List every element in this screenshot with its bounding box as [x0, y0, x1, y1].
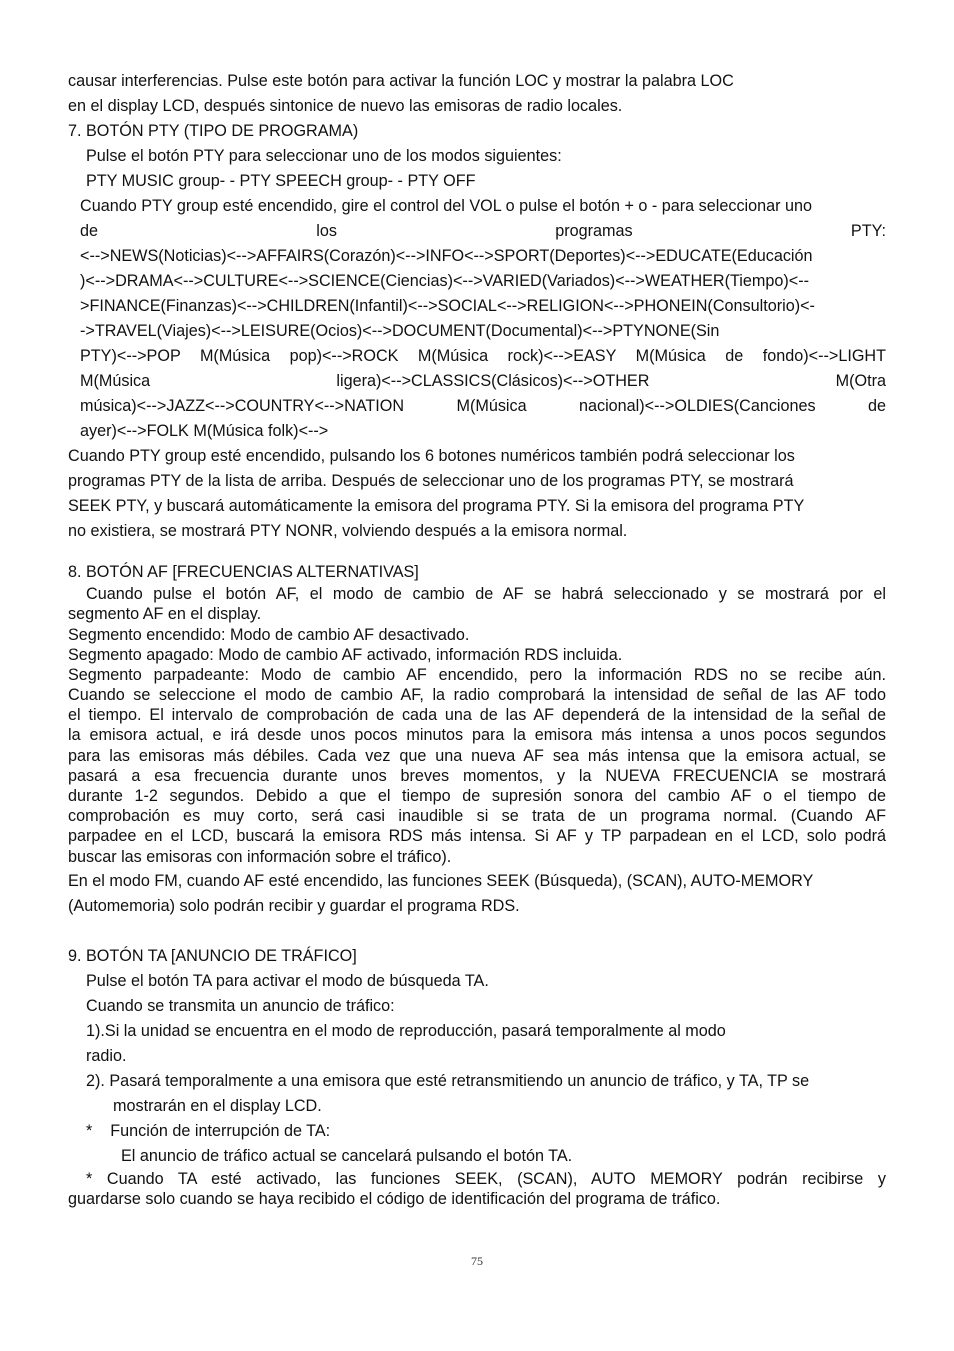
af-line: Segmento apagado: Modo de cambio AF activado, información RDS incluida.	[68, 646, 623, 664]
pty-line: Pulse el botón PTY para seleccionar uno de los modos siguientes:	[86, 147, 562, 165]
af-line: Cuando se seleccione el modo de cambio AF, la radio comprobará la intensidad de señal de las AF todo	[68, 686, 886, 704]
pty-line: ->TRAVEL(Viajes)<-->LEISURE(Ocios)<-->DOCUMENT(Documental)<-->PTYNONE(Sin	[80, 322, 720, 340]
pty-line: de los programas PTY:	[80, 222, 886, 240]
pty-line: ayer)<-->FOLK M(Música folk)<-->	[80, 422, 329, 440]
af-line: Segmento encendido: Modo de cambio AF desactivado.	[68, 626, 470, 644]
ta-line: guardarse solo cuando se haya recibido el código de identificación del programa de tráfico.	[68, 1190, 721, 1208]
ta-line: radio.	[86, 1047, 127, 1065]
intro-line: causar interferencias. Pulse este botón para activar la función LOC y mostrar la palabra LOC	[68, 72, 734, 90]
pty-after-line: programas PTY de la lista de arriba. Después de seleccionar uno de los programas PTY, se mostrará	[68, 472, 794, 490]
pty-line: )<-->DRAMA<-->CULTURE<-->SCIENCE(Ciencias)<-->VARIED(Variados)<-->WEATHER(Tiempo)<--	[80, 272, 810, 290]
ta-line: 2). Pasará temporalmente a una emisora que esté retransmitiendo un anuncio de tráfico, y TA, TP se	[86, 1072, 810, 1090]
af-line: Cuando pulse el botón AF, el modo de cambio de AF se habrá seleccionado y se mostrará por el	[86, 585, 886, 603]
af-line: Segmento parpadeante: Modo de cambio AF encendido, pero la información RDS no se recibe aún.	[68, 666, 886, 684]
af-line: parpadee en el LCD, buscará la emisora RDS más intensa. Si AF y TP parpadean en el LCD, solo podrá	[68, 827, 886, 845]
intro-line: en el display LCD, después sintonice de nuevo las emisoras de radio locales.	[68, 97, 623, 115]
af-line: el tiempo. El intervalo de comprobación de cada una de las AF dependerá de la intensidad de la señal de	[68, 706, 886, 724]
pty-line: M(Música ligera)<-->CLASSICS(Clásicos)<-->OTHER M(Otra	[80, 372, 886, 390]
pty-line: Cuando PTY group esté encendido, gire el control del VOL o pulse el botón + o - para seleccionar uno	[80, 197, 813, 215]
ta-line: Pulse el botón TA para activar el modo de búsqueda TA.	[86, 972, 489, 990]
ta-line: mostrarán en el display LCD.	[113, 1097, 322, 1115]
pty-after-line: no existiera, se mostrará PTY NONR, volviendo después a la emisora normal.	[68, 522, 628, 540]
section-heading-af: 8. BOTÓN AF [FRECUENCIAS ALTERNATIVAS]	[68, 563, 419, 581]
ta-line: Cuando se transmita un anuncio de tráfico:	[86, 997, 395, 1015]
af-line: pasará a esa frecuencia durante unos breves momentos, y la NUEVA FRECUENCIA se mostrará	[68, 767, 886, 785]
af-line: para las emisoras más débiles. Cada vez que una nueva AF sea más intensa que la emisora actual, se	[68, 747, 886, 765]
af-line: segmento AF en el display.	[68, 605, 262, 623]
af-line: buscar las emisoras con información sobre el tráfico).	[68, 848, 452, 866]
pty-line: música)<-->JAZZ<-->COUNTRY<-->NATION M(Música nacional)<-->OLDIES(Canciones de	[80, 397, 886, 415]
pty-line: PTY MUSIC group- - PTY SPEECH group- - PTY OFF	[86, 172, 476, 190]
pty-line: >FINANCE(Finanzas)<-->CHILDREN(Infantil)<-->SOCIAL<-->RELIGION<-->PHONEIN(Consultorio)<-	[80, 297, 815, 315]
ta-bullet-line: * Función de interrupción de TA:	[86, 1122, 331, 1140]
ta-line: 1).Si la unidad se encuentra en el modo de reproducción, pasará temporalmente al modo	[86, 1022, 726, 1040]
af-after-line: (Automemoria) solo podrán recibir y guardar el programa RDS.	[68, 897, 520, 915]
af-after-line: En el modo FM, cuando AF esté encendido, las funciones SEEK (Búsqueda), (SCAN), AUTO-MEMORY	[68, 872, 814, 890]
section-heading-pty: 7. BOTÓN PTY (TIPO DE PROGRAMA)	[68, 122, 359, 140]
ta-line: El anuncio de tráfico actual se cancelará pulsando el botón TA.	[121, 1147, 573, 1165]
pty-line: <-->NEWS(Noticias)<-->AFFAIRS(Corazón)<-->INFO<-->SPORT(Deportes)<-->EDUCATE(Educación	[80, 247, 813, 265]
pty-after-line: SEEK PTY, y buscará automáticamente la emisora del programa PTY. Si la emisora del programa PTY	[68, 497, 805, 515]
pty-line: PTY)<-->POP M(Música pop)<-->ROCK M(Música rock)<-->EASY M(Música de fondo)<-->LIGHT	[80, 347, 886, 365]
ta-bullet-line: * Cuando TA esté activado, las funciones SEEK, (SCAN), AUTO MEMORY podrán recibirse y	[86, 1170, 886, 1188]
af-line: comprobación es muy corto, será casi inaudible si se trata de un programa normal. (Cuando AF	[68, 807, 886, 825]
section-heading-ta: 9. BOTÓN TA [ANUNCIO DE TRÁFICO]	[68, 947, 357, 965]
af-line: durante 1-2 segundos. Debido a que el tiempo de supresión sonora del cambio AF o el tiempo de	[68, 787, 886, 805]
af-line: la emisora actual, e irá desde unos pocos minutos para la emisora más intensa a unos pocos segundos	[68, 726, 886, 744]
page-number: 75	[471, 1254, 483, 1268]
pty-after-line: Cuando PTY group esté encendido, pulsando los 6 botones numéricos también podrá seleccionar los	[68, 447, 795, 465]
